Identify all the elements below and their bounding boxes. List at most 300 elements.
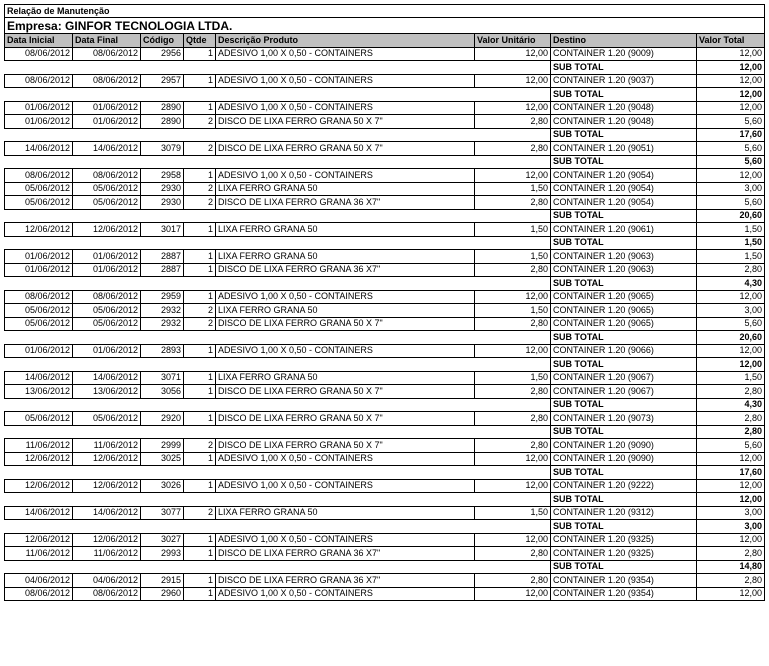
cell-valor-unitario: 2,80: [475, 547, 551, 561]
cell-data-inicial: 14/06/2012: [5, 371, 73, 385]
cell-data-final: 01/06/2012: [73, 250, 141, 264]
cell-data-inicial: 01/06/2012: [5, 344, 73, 358]
cell-data-final: 12/06/2012: [73, 223, 141, 237]
subtotal-spacer: [5, 88, 551, 102]
cell-data-inicial: 01/06/2012: [5, 263, 73, 277]
subtotal-label: SUB TOTAL: [551, 236, 697, 250]
cell-qtde: 1: [184, 371, 216, 385]
cell-valor-total: 12,00: [697, 479, 765, 493]
cell-data-final: 11/06/2012: [73, 547, 141, 561]
cell-qtde: 2: [184, 196, 216, 210]
cell-data-inicial: 08/06/2012: [5, 74, 73, 88]
cell-data-final: 12/06/2012: [73, 452, 141, 466]
cell-data-inicial: 13/06/2012: [5, 385, 73, 399]
cell-descricao: ADESIVO 1,00 X 0,50 - CONTAINERS: [216, 344, 475, 358]
col-header-data-inicial: Data Inicial: [5, 34, 73, 48]
cell-descricao: DISCO DE LIXA FERRO GRANA 50 X 7": [216, 385, 475, 399]
cell-valor-unitario: 2,80: [475, 115, 551, 129]
cell-valor-unitario: 12,00: [475, 533, 551, 547]
cell-codigo: 2930: [141, 196, 184, 210]
cell-valor-total: 12,00: [697, 169, 765, 183]
cell-codigo: 2887: [141, 250, 184, 264]
cell-descricao: LIXA FERRO GRANA 50: [216, 182, 475, 196]
cell-valor-unitario: 2,80: [475, 263, 551, 277]
subtotal-spacer: [5, 398, 551, 412]
subtotal-row: [5, 128, 765, 142]
subtotal-row: [5, 88, 765, 102]
cell-data-inicial: 01/06/2012: [5, 250, 73, 264]
cell-destino: CONTAINER 1.20 (9073): [551, 412, 697, 426]
cell-codigo: 2915: [141, 574, 184, 588]
cell-data-inicial: 01/06/2012: [5, 115, 73, 129]
cell-codigo: 3027: [141, 533, 184, 547]
cell-valor-unitario: 12,00: [475, 452, 551, 466]
cell-valor-unitario: 2,80: [475, 317, 551, 331]
subtotal-label: SUB TOTAL: [551, 277, 697, 291]
table-row: [5, 142, 765, 156]
report-title: Relação de Manutenção: [5, 5, 765, 18]
cell-data-inicial: 12/06/2012: [5, 223, 73, 237]
table-row: [5, 169, 765, 183]
table-row: [5, 317, 765, 331]
cell-codigo: 2958: [141, 169, 184, 183]
cell-descricao: LIXA FERRO GRANA 50: [216, 250, 475, 264]
cell-descricao: ADESIVO 1,00 X 0,50 - CONTAINERS: [216, 587, 475, 601]
cell-qtde: 2: [184, 142, 216, 156]
cell-descricao: ADESIVO 1,00 X 0,50 - CONTAINERS: [216, 479, 475, 493]
cell-descricao: DISCO DE LIXA FERRO GRANA 50 X 7": [216, 317, 475, 331]
col-header-data-final: Data Final: [73, 34, 141, 48]
col-header-descricao: Descrição Produto: [216, 34, 475, 48]
subtotal-label: SUB TOTAL: [551, 209, 697, 223]
cell-codigo: 2890: [141, 115, 184, 129]
cell-data-final: 13/06/2012: [73, 385, 141, 399]
cell-codigo: 2890: [141, 101, 184, 115]
cell-destino: CONTAINER 1.20 (9067): [551, 385, 697, 399]
cell-destino: CONTAINER 1.20 (9325): [551, 547, 697, 561]
cell-descricao: ADESIVO 1,00 X 0,50 - CONTAINERS: [216, 533, 475, 547]
col-header-valor-total: Valor Total: [697, 34, 765, 48]
subtotal-row: [5, 209, 765, 223]
cell-codigo: 2930: [141, 182, 184, 196]
cell-descricao: ADESIVO 1,00 X 0,50 - CONTAINERS: [216, 74, 475, 88]
subtotal-value: 20,60: [697, 331, 765, 345]
cell-codigo: 3071: [141, 371, 184, 385]
subtotal-spacer: [5, 128, 551, 142]
table-row: [5, 452, 765, 466]
cell-qtde: 1: [184, 344, 216, 358]
subtotal-label: SUB TOTAL: [551, 331, 697, 345]
subtotal-spacer: [5, 331, 551, 345]
cell-descricao: DISCO DE LIXA FERRO GRANA 36 X7": [216, 263, 475, 277]
cell-data-final: 05/06/2012: [73, 182, 141, 196]
cell-codigo: 3025: [141, 452, 184, 466]
subtotal-label: SUB TOTAL: [551, 358, 697, 372]
cell-codigo: 2893: [141, 344, 184, 358]
cell-valor-total: 12,00: [697, 587, 765, 601]
subtotal-row: [5, 277, 765, 291]
subtotal-value: 4,30: [697, 277, 765, 291]
cell-qtde: 2: [184, 182, 216, 196]
cell-valor-unitario: 12,00: [475, 290, 551, 304]
subtotal-row: [5, 520, 765, 534]
subtotal-spacer: [5, 466, 551, 480]
cell-destino: CONTAINER 1.20 (9063): [551, 263, 697, 277]
subtotal-label: SUB TOTAL: [551, 520, 697, 534]
col-header-codigo: Código: [141, 34, 184, 48]
cell-valor-total: 12,00: [697, 47, 765, 61]
table-row: [5, 506, 765, 520]
cell-valor-unitario: 2,80: [475, 412, 551, 426]
subtotal-value: 17,60: [697, 128, 765, 142]
cell-valor-unitario: 1,50: [475, 223, 551, 237]
cell-valor-total: 1,50: [697, 223, 765, 237]
cell-descricao: DISCO DE LIXA FERRO GRANA 36 X7": [216, 196, 475, 210]
subtotal-label: SUB TOTAL: [551, 88, 697, 102]
cell-data-final: 08/06/2012: [73, 74, 141, 88]
table-row: [5, 182, 765, 196]
cell-codigo: 3056: [141, 385, 184, 399]
cell-data-inicial: 05/06/2012: [5, 412, 73, 426]
cell-descricao: ADESIVO 1,00 X 0,50 - CONTAINERS: [216, 47, 475, 61]
cell-codigo: 2887: [141, 263, 184, 277]
cell-destino: CONTAINER 1.20 (9061): [551, 223, 697, 237]
cell-qtde: 1: [184, 587, 216, 601]
cell-valor-unitario: 12,00: [475, 587, 551, 601]
subtotal-value: 17,60: [697, 466, 765, 480]
cell-qtde: 2: [184, 506, 216, 520]
table-row: [5, 385, 765, 399]
cell-valor-total: 2,80: [697, 385, 765, 399]
table-row: [5, 439, 765, 453]
subtotal-row: [5, 466, 765, 480]
cell-destino: CONTAINER 1.20 (9048): [551, 115, 697, 129]
cell-data-final: 01/06/2012: [73, 101, 141, 115]
subtotal-label: SUB TOTAL: [551, 466, 697, 480]
subtotal-label: SUB TOTAL: [551, 61, 697, 75]
cell-destino: CONTAINER 1.20 (9054): [551, 196, 697, 210]
cell-valor-unitario: 1,50: [475, 506, 551, 520]
subtotal-spacer: [5, 236, 551, 250]
cell-descricao: DISCO DE LIXA FERRO GRANA 50 X 7": [216, 142, 475, 156]
cell-destino: CONTAINER 1.20 (9009): [551, 47, 697, 61]
cell-destino: CONTAINER 1.20 (9066): [551, 344, 697, 358]
cell-data-final: 14/06/2012: [73, 371, 141, 385]
subtotal-value: 14,80: [697, 560, 765, 574]
cell-qtde: 2: [184, 317, 216, 331]
cell-data-inicial: 12/06/2012: [5, 452, 73, 466]
cell-codigo: 3017: [141, 223, 184, 237]
cell-valor-unitario: 12,00: [475, 169, 551, 183]
subtotal-row: [5, 61, 765, 75]
table-row: [5, 263, 765, 277]
cell-valor-total: 12,00: [697, 290, 765, 304]
cell-valor-unitario: 2,80: [475, 439, 551, 453]
cell-destino: CONTAINER 1.20 (9054): [551, 169, 697, 183]
cell-descricao: LIXA FERRO GRANA 50: [216, 304, 475, 318]
cell-qtde: 1: [184, 263, 216, 277]
cell-data-inicial: 08/06/2012: [5, 290, 73, 304]
cell-destino: CONTAINER 1.20 (9063): [551, 250, 697, 264]
col-header-qtde: Qtde: [184, 34, 216, 48]
cell-descricao: DISCO DE LIXA FERRO GRANA 36 X7": [216, 574, 475, 588]
subtotal-spacer: [5, 358, 551, 372]
cell-descricao: ADESIVO 1,00 X 0,50 - CONTAINERS: [216, 169, 475, 183]
table-row: [5, 344, 765, 358]
cell-destino: CONTAINER 1.20 (9090): [551, 439, 697, 453]
table-row: [5, 101, 765, 115]
cell-codigo: 2956: [141, 47, 184, 61]
cell-valor-total: 5,60: [697, 142, 765, 156]
subtotal-row: [5, 425, 765, 439]
cell-descricao: DISCO DE LIXA FERRO GRANA 50 X 7": [216, 439, 475, 453]
cell-data-inicial: 12/06/2012: [5, 479, 73, 493]
cell-valor-total: 1,50: [697, 250, 765, 264]
cell-qtde: 1: [184, 250, 216, 264]
subtotal-value: 20,60: [697, 209, 765, 223]
subtotal-spacer: [5, 493, 551, 507]
cell-destino: CONTAINER 1.20 (9065): [551, 317, 697, 331]
cell-destino: CONTAINER 1.20 (9222): [551, 479, 697, 493]
subtotal-row: [5, 236, 765, 250]
cell-data-final: 08/06/2012: [73, 47, 141, 61]
cell-data-final: 05/06/2012: [73, 412, 141, 426]
cell-data-inicial: 14/06/2012: [5, 142, 73, 156]
subtotal-spacer: [5, 209, 551, 223]
subtotal-row: [5, 331, 765, 345]
cell-valor-unitario: 12,00: [475, 479, 551, 493]
subtotal-value: 12,00: [697, 88, 765, 102]
cell-data-final: 12/06/2012: [73, 479, 141, 493]
cell-destino: CONTAINER 1.20 (9037): [551, 74, 697, 88]
cell-descricao: LIXA FERRO GRANA 50: [216, 223, 475, 237]
table-row: [5, 196, 765, 210]
subtotal-label: SUB TOTAL: [551, 560, 697, 574]
cell-valor-total: 5,60: [697, 115, 765, 129]
cell-data-inicial: 04/06/2012: [5, 574, 73, 588]
subtotal-spacer: [5, 61, 551, 75]
cell-data-inicial: 14/06/2012: [5, 506, 73, 520]
cell-valor-total: 2,80: [697, 263, 765, 277]
table-row: [5, 479, 765, 493]
subtotal-row: [5, 358, 765, 372]
cell-qtde: 1: [184, 452, 216, 466]
table-row: [5, 547, 765, 561]
cell-destino: CONTAINER 1.20 (9048): [551, 101, 697, 115]
cell-data-inicial: 08/06/2012: [5, 587, 73, 601]
table-row: [5, 371, 765, 385]
cell-data-inicial: 11/06/2012: [5, 439, 73, 453]
cell-valor-total: 5,60: [697, 439, 765, 453]
table-row: [5, 533, 765, 547]
cell-data-inicial: 12/06/2012: [5, 533, 73, 547]
subtotal-value: 3,00: [697, 520, 765, 534]
cell-valor-unitario: 1,50: [475, 250, 551, 264]
subtotal-value: 12,00: [697, 358, 765, 372]
header-row: [5, 34, 765, 48]
table-row: [5, 587, 765, 601]
cell-data-final: 08/06/2012: [73, 587, 141, 601]
cell-valor-total: 12,00: [697, 101, 765, 115]
subtotal-spacer: [5, 560, 551, 574]
cell-codigo: 2932: [141, 317, 184, 331]
subtotal-label: SUB TOTAL: [551, 493, 697, 507]
cell-data-final: 14/06/2012: [73, 506, 141, 520]
cell-valor-unitario: 1,50: [475, 182, 551, 196]
cell-codigo: 2957: [141, 74, 184, 88]
cell-data-final: 01/06/2012: [73, 115, 141, 129]
cell-data-inicial: 05/06/2012: [5, 182, 73, 196]
cell-data-final: 08/06/2012: [73, 290, 141, 304]
cell-codigo: 2999: [141, 439, 184, 453]
cell-data-inicial: 08/06/2012: [5, 47, 73, 61]
cell-data-inicial: 08/06/2012: [5, 169, 73, 183]
cell-data-inicial: 11/06/2012: [5, 547, 73, 561]
cell-valor-unitario: 1,50: [475, 371, 551, 385]
table-row: [5, 115, 765, 129]
table-row: [5, 290, 765, 304]
cell-valor-unitario: 2,80: [475, 142, 551, 156]
cell-codigo: 2932: [141, 304, 184, 318]
cell-valor-total: 12,00: [697, 533, 765, 547]
cell-descricao: DISCO DE LIXA FERRO GRANA 50 X 7": [216, 412, 475, 426]
table-row: [5, 74, 765, 88]
cell-data-final: 11/06/2012: [73, 439, 141, 453]
cell-qtde: 1: [184, 74, 216, 88]
subtotal-spacer: [5, 155, 551, 169]
cell-qtde: 1: [184, 574, 216, 588]
subtotal-row: [5, 560, 765, 574]
cell-destino: CONTAINER 1.20 (9354): [551, 587, 697, 601]
cell-valor-unitario: 1,50: [475, 304, 551, 318]
subtotal-spacer: [5, 277, 551, 291]
cell-codigo: 3026: [141, 479, 184, 493]
cell-valor-total: 3,00: [697, 304, 765, 318]
table-row: [5, 47, 765, 61]
cell-codigo: 2920: [141, 412, 184, 426]
subtotal-value: 12,00: [697, 493, 765, 507]
table-row: [5, 304, 765, 318]
table-row: [5, 574, 765, 588]
cell-data-final: 05/06/2012: [73, 304, 141, 318]
table-row: [5, 223, 765, 237]
cell-codigo: 3077: [141, 506, 184, 520]
report-body: [5, 47, 765, 601]
cell-data-final: 04/06/2012: [73, 574, 141, 588]
cell-valor-unitario: 12,00: [475, 74, 551, 88]
cell-data-final: 01/06/2012: [73, 344, 141, 358]
cell-data-inicial: 05/06/2012: [5, 317, 73, 331]
cell-destino: CONTAINER 1.20 (9065): [551, 290, 697, 304]
cell-valor-total: 12,00: [697, 344, 765, 358]
cell-descricao: ADESIVO 1,00 X 0,50 - CONTAINERS: [216, 290, 475, 304]
cell-destino: CONTAINER 1.20 (9065): [551, 304, 697, 318]
table-row: [5, 412, 765, 426]
subtotal-value: 2,80: [697, 425, 765, 439]
cell-valor-total: 2,80: [697, 574, 765, 588]
cell-qtde: 1: [184, 47, 216, 61]
subtotal-label: SUB TOTAL: [551, 425, 697, 439]
cell-data-final: 14/06/2012: [73, 142, 141, 156]
cell-qtde: 1: [184, 169, 216, 183]
subtotal-spacer: [5, 520, 551, 534]
cell-qtde: 2: [184, 115, 216, 129]
cell-data-final: 05/06/2012: [73, 196, 141, 210]
cell-valor-unitario: 2,80: [475, 196, 551, 210]
cell-valor-unitario: 2,80: [475, 385, 551, 399]
cell-descricao: DISCO DE LIXA FERRO GRANA 36 X7": [216, 547, 475, 561]
cell-qtde: 1: [184, 101, 216, 115]
cell-qtde: 2: [184, 439, 216, 453]
cell-qtde: 1: [184, 547, 216, 561]
cell-destino: CONTAINER 1.20 (9090): [551, 452, 697, 466]
subtotal-spacer: [5, 425, 551, 439]
cell-data-final: 12/06/2012: [73, 533, 141, 547]
cell-valor-total: 2,80: [697, 547, 765, 561]
cell-qtde: 1: [184, 385, 216, 399]
table-row: [5, 250, 765, 264]
subtotal-row: [5, 493, 765, 507]
cell-data-inicial: 05/06/2012: [5, 304, 73, 318]
maintenance-table: [4, 4, 765, 601]
subtotal-label: SUB TOTAL: [551, 155, 697, 169]
cell-valor-unitario: 2,80: [475, 574, 551, 588]
cell-destino: CONTAINER 1.20 (9312): [551, 506, 697, 520]
cell-valor-unitario: 12,00: [475, 47, 551, 61]
cell-valor-total: 2,80: [697, 412, 765, 426]
cell-qtde: 1: [184, 533, 216, 547]
cell-qtde: 2: [184, 304, 216, 318]
cell-descricao: ADESIVO 1,00 X 0,50 - CONTAINERS: [216, 101, 475, 115]
cell-destino: CONTAINER 1.20 (9325): [551, 533, 697, 547]
cell-destino: CONTAINER 1.20 (9067): [551, 371, 697, 385]
subtotal-label: SUB TOTAL: [551, 128, 697, 142]
cell-descricao: DISCO DE LIXA FERRO GRANA 50 X 7": [216, 115, 475, 129]
cell-valor-total: 5,60: [697, 196, 765, 210]
subtotal-label: SUB TOTAL: [551, 398, 697, 412]
company-name: Empresa: GINFOR TECNOLOGIA LTDA.: [5, 18, 765, 34]
cell-codigo: 2960: [141, 587, 184, 601]
maintenance-report-sheet: [4, 4, 764, 601]
subtotal-value: 5,60: [697, 155, 765, 169]
cell-descricao: LIXA FERRO GRANA 50: [216, 371, 475, 385]
cell-valor-total: 12,00: [697, 74, 765, 88]
subtotal-row: [5, 155, 765, 169]
cell-codigo: 2993: [141, 547, 184, 561]
cell-descricao: LIXA FERRO GRANA 50: [216, 506, 475, 520]
cell-data-final: 01/06/2012: [73, 263, 141, 277]
cell-destino: CONTAINER 1.20 (9354): [551, 574, 697, 588]
cell-qtde: 1: [184, 223, 216, 237]
subtotal-value: 12,00: [697, 61, 765, 75]
cell-valor-total: 1,50: [697, 371, 765, 385]
cell-valor-total: 3,00: [697, 506, 765, 520]
subtotal-value: 4,30: [697, 398, 765, 412]
cell-descricao: ADESIVO 1,00 X 0,50 - CONTAINERS: [216, 452, 475, 466]
cell-destino: CONTAINER 1.20 (9054): [551, 182, 697, 196]
col-header-valor-unitario: Valor Unitário: [475, 34, 551, 48]
cell-data-inicial: 01/06/2012: [5, 101, 73, 115]
cell-data-final: 05/06/2012: [73, 317, 141, 331]
cell-valor-total: 5,60: [697, 317, 765, 331]
cell-codigo: 3079: [141, 142, 184, 156]
cell-qtde: 1: [184, 412, 216, 426]
cell-valor-total: 12,00: [697, 452, 765, 466]
cell-qtde: 1: [184, 290, 216, 304]
cell-valor-unitario: 12,00: [475, 344, 551, 358]
subtotal-value: 1,50: [697, 236, 765, 250]
cell-data-final: 08/06/2012: [73, 169, 141, 183]
